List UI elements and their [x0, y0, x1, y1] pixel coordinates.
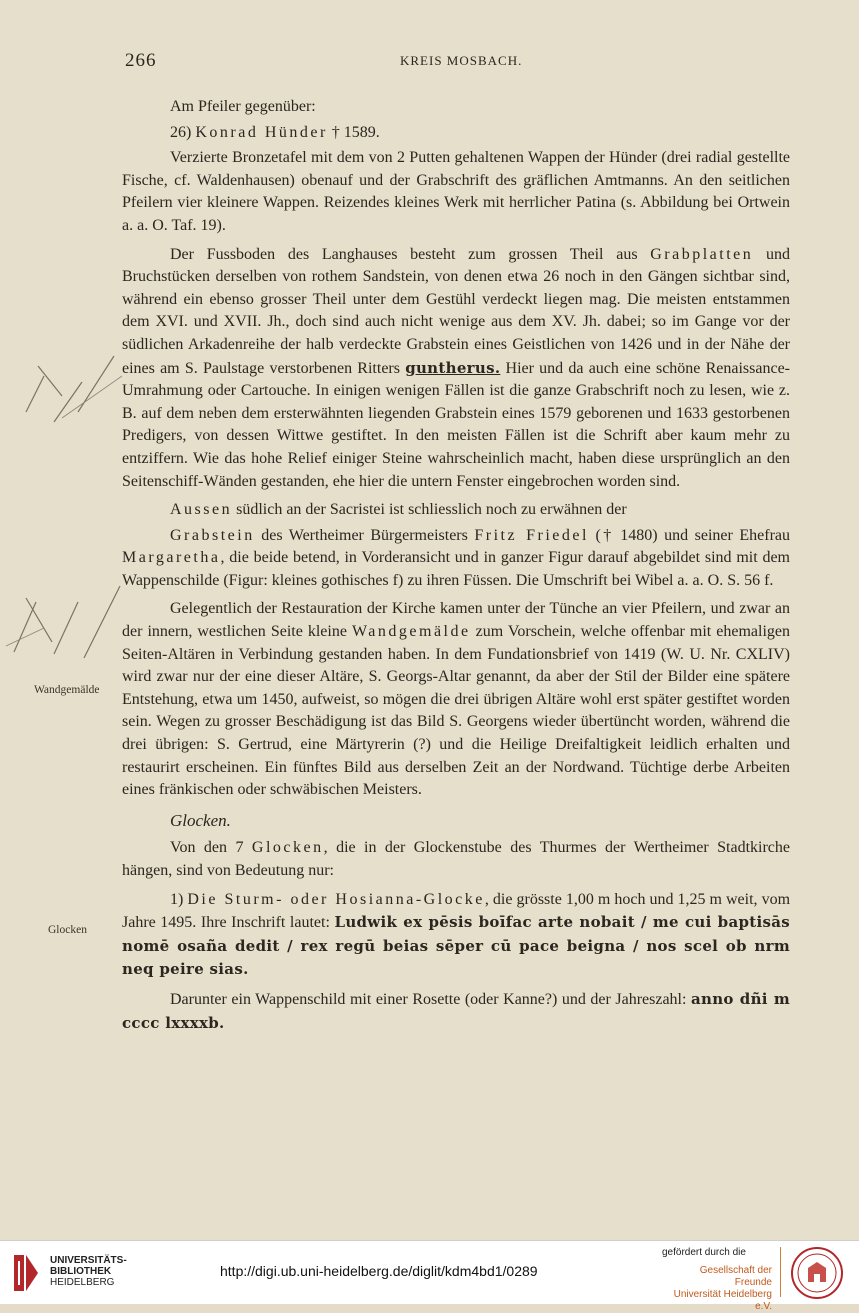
society-line-1: Gesellschaft der Freunde [699, 1265, 772, 1288]
text-span: , die in der Glockenstube des Thurmes der Wertheimer Stadtkirche hängen, sind von Bedeutung nur: [122, 839, 791, 879]
margin-note-glocken: Glocken [48, 924, 87, 936]
text-span: Am Pfeiler gegenüber: [170, 98, 316, 115]
library-line-3: HEIDELBERG [50, 1277, 115, 1288]
university-seal-icon [790, 1246, 844, 1300]
text-span: († 1480) und seiner Ehefrau [588, 526, 791, 544]
paragraph-3 [122, 147, 790, 237]
paragraph-7 [122, 598, 790, 801]
pencil-mark-upper [22, 352, 132, 432]
spaced-term: Grabstein [170, 526, 255, 544]
spaced-term: Wandgemälde [351, 623, 471, 641]
heading-glocken [122, 810, 790, 834]
pencil-mark-lower [4, 582, 134, 662]
spaced-term: Aussen [170, 501, 233, 519]
text-span: des Wertheimer Bürgermeisters [254, 526, 475, 544]
spaced-term: Die Sturm- oder Hosianna-Glocke [187, 890, 485, 908]
text-span: Hier und da auch eine schöne Renaissance-Umrahmung oder Cartouche. In einigen wenigen Fällen ist die ganze Grabschrift noch zu lesen, wie z. B. auf dem neben dem ersterwähnten liegenden Grabstein eines 1579 geborenen und 1633 gestorbenen Predigers, von dessen Wittwe gestiftet. In den meisten Fällen ist die Schrift aber kaum mehr zu entziffern. Wie das hohe Relief einiger Steine wahrscheinlich macht, haben diese ursprünglich an den Seitenschiff-Wänden gestanden, ehe hier die untern Fenster eingebrochen worden sind. [122, 359, 791, 490]
blackletter-inscription: Ludwik ex pēsis boīfac arte nobait / me cui baptisās nomē osaña dedit / rex regū beias sēper cū pace beigna / nos scel ob nrm neq peire sias. [122, 913, 790, 979]
text-span: 26) [170, 123, 196, 141]
blackletter-text: guntherus. [405, 358, 501, 377]
paragraph-9 [122, 889, 790, 982]
section-heading: Glocken. [170, 810, 231, 830]
paragraph-8 [122, 837, 790, 882]
library-line-1: UNIVERSITÄTS- [50, 1255, 127, 1266]
university-library-logo-icon [10, 1251, 42, 1295]
society-line-2: Universität Heidelberg e.V. [673, 1289, 772, 1312]
text-span: zum Vorschein, welche offenbar mit ehemaligen Seiten-Altären in Verbindung gestanden haben. In dem Fundationsbrief von 1419 (W. U. Nr. CXLIV) wird zwar nur der eine dieser Altäre, S. Georgs-Altar genannt, da aber der Stil der Bilder eine spätere Entstehung, etwa um 1450, aufweist, so mögen die drei übrigen Altäre wohl erst später gestiftet worden sein. Wegen zu grosser Beschädigung ist das Bild S. Georgens wieder übertüncht worden, während die drei übrigen: S. Gertrud, eine Märtyrerin (?) und die Heilige Dreifaltigkeit leidlich erhalten und restaurirt erscheinen. Ein fünftes Bild aus derselben Zeit an der Nordwand. Tüchtige derbe Arbeiten eines fränkischen oder schwäbischen Meisters. [122, 623, 791, 799]
paragraph-2 [122, 122, 790, 145]
paragraph-5 [122, 499, 790, 522]
text-span: Verzierte Bronzetafel mit dem von 2 Putten gehaltenen Wappen der Hünder (drei radial gestellte Fische, cf. Waldenhausen) obenauf und der Grabschrift des gräflichen Amtmanns. An den seitlichen Pfeilern vier kleinere Wappen. Reizendes kleines Werk mit herrlicher Patina (s. Abbildung bei Ortwein a. a. O. Taf. 19). [122, 149, 790, 234]
library-line-2: BIBLIOTHEK [50, 1266, 112, 1277]
digitization-footer [0, 1240, 859, 1312]
text-span: südlich an der Sacristei ist schliesslich noch zu erwähnen der [232, 501, 627, 519]
text-span: Von den 7 [170, 839, 252, 857]
spaced-term: Glocken [251, 839, 324, 857]
text-span: , die beide betend, in Vorderansicht und in ganzer Figur darauf abgebildet sind mit dem Wappenschilde (Figur: kleines gothisches f) zu ihren Füssen. Die Umschrift bei Wibel a. a. O. S. 56 f. [122, 549, 790, 589]
library-name [50, 1255, 127, 1288]
text-span: Gelegentlich der Restauration der Kirche kamen unter der Tünche an vier Pfeilern, und zwar an der innern, westlichen Seite kleine [122, 600, 790, 641]
page-header [0, 50, 859, 74]
margin-note-wandgemaelde: Wandgemälde [34, 684, 100, 696]
text-span: Der Fussboden des Langhauses besteht zum grossen Theil aus [170, 245, 651, 263]
running-title: KREIS MOSBACH. [400, 53, 523, 68]
text-span: 1) [170, 890, 188, 908]
paragraph-10 [122, 988, 790, 1035]
permalink-url[interactable]: http://digi.ub.uni-heidelberg.de/diglit/kdm4bd1/0289 [220, 1263, 538, 1279]
spaced-name: Margaretha [122, 549, 221, 567]
funded-by-label: gefördert durch die [662, 1247, 746, 1258]
text-span: und Bruchstücken derselben von rothem Sandstein, von denen etwa 26 noch in den Gängen sichtbar sind, während ein ebenso grosser Theil unter dem Gestühl verdeckt liegen mag. Die meisten entstammen dem XVI. und XVII. Jh., doch sind auch nicht wenige aus dem XV. Jh. dabei; so im Gange vor der südlichen Arkadenreihe der halb verdeckte Grabstein eines Geistlichen von 1426 und in der Nähe der eines am S. Paulstage verstorbenen Ritters [122, 245, 790, 377]
spaced-name: Konrad Hünder [195, 123, 328, 141]
blackletter-date: anno dñi m cccc lxxxxb. [122, 989, 790, 1032]
main-text [122, 96, 790, 1035]
text-span: Darunter ein Wappenschild mit einer Rosette (oder Kanne?) und der Jahreszahl: [170, 990, 691, 1008]
spaced-name: Fritz Friedel [474, 526, 589, 544]
paragraph-4 [122, 244, 790, 494]
page-number: 266 [125, 50, 157, 71]
footer-divider [780, 1247, 781, 1297]
society-name [660, 1265, 772, 1313]
text-span: , die grösste 1,00 m hoch und 1,25 m weit, vom Jahre 1495. Ihre Inschrift lautet: [122, 890, 791, 932]
text-span: † 1589. [327, 123, 380, 141]
paragraph-1 [122, 96, 790, 119]
spaced-term: Grabplatten [650, 245, 754, 263]
paragraph-6 [122, 525, 790, 593]
